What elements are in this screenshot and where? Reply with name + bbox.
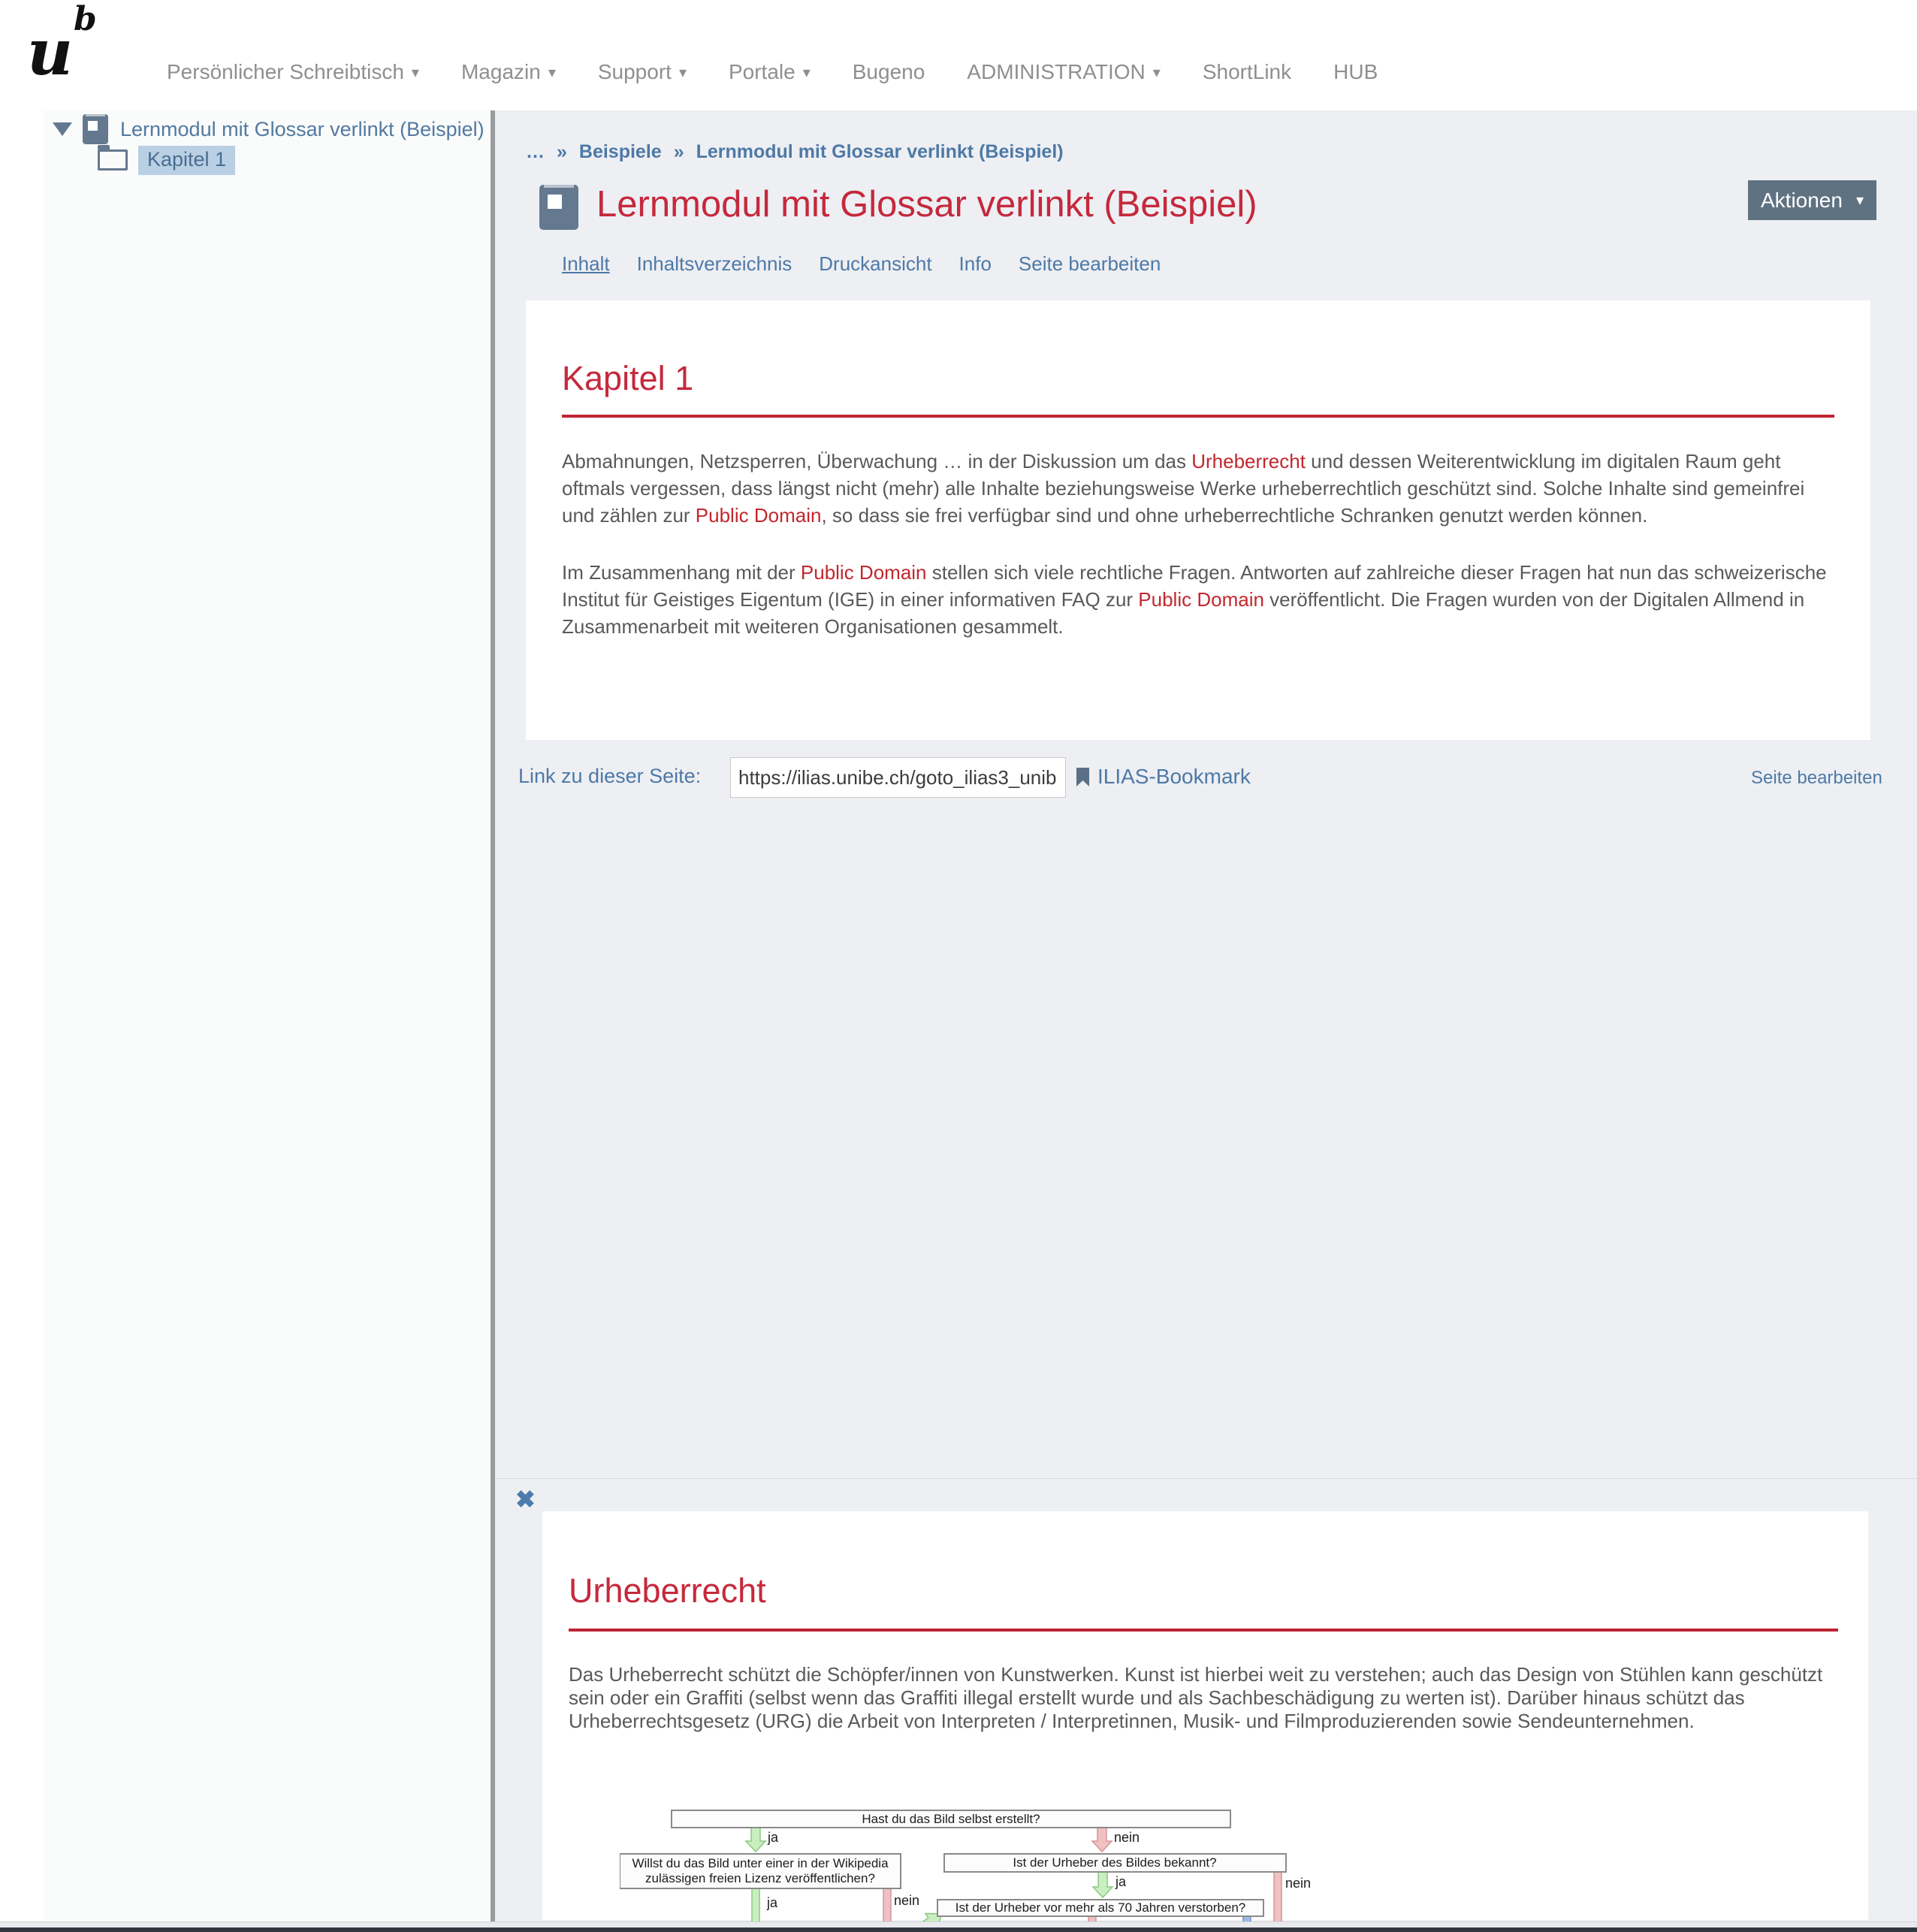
tree-item-kapitel-1[interactable] (98, 144, 235, 176)
unibe-logo[interactable] (27, 0, 132, 89)
bottom-light-band (0, 1921, 1917, 1927)
permalink-input[interactable] (730, 757, 1066, 798)
breadcrumb-item-current[interactable]: Lernmodul mit Glossar verlinkt (Beispiel) (696, 141, 1064, 162)
triangle-collapse-icon[interactable] (53, 122, 72, 136)
actions-button[interactable]: Aktionen ▾ (1748, 180, 1876, 220)
edit-page-link[interactable]: Seite bearbeiten (1751, 768, 1882, 788)
paragraph-2 (562, 559, 1834, 640)
tab-inhaltsverzeichnis[interactable]: Inhaltsverzeichnis (636, 252, 792, 275)
svg-text:Hast du das Bild selbst erstel: Hast du das Bild selbst erstellt? (862, 1812, 1040, 1826)
flow-line-yes (752, 1888, 759, 1921)
top-nav (167, 57, 1378, 87)
svg-text:Ist der Urheber des Bildes bek: Ist der Urheber des Bildes bekannt? (1013, 1855, 1217, 1870)
tree-sidebar (44, 110, 491, 1920)
bookmark-icon (1076, 767, 1090, 787)
permalink-label: Link zu dieser Seite: (518, 765, 702, 787)
svg-text:nein: nein (894, 1893, 920, 1908)
svg-text:nein: nein (1285, 1876, 1312, 1891)
nav-item-administration[interactable]: ADMINISTRATION ▾ (967, 60, 1161, 83)
logo-u: u (27, 15, 74, 89)
nav-item-hub[interactable]: HUB (1333, 60, 1378, 83)
text-run: Abmahnungen, Netzsperren, Überwachung … in der Diskussion um das (562, 450, 1192, 472)
nav-item-magazin[interactable]: Magazin ▾ (460, 60, 556, 83)
logo-b: b (74, 0, 97, 38)
paragraph-1 (562, 448, 1834, 529)
learning-module-icon (83, 114, 108, 144)
page-title: Lernmodul mit Glossar verlinkt (Beispiel) (596, 184, 1257, 225)
tab-seite-bearbeiten[interactable]: Seite bearbeiten (1018, 252, 1161, 275)
chevron-down-icon: ▾ (411, 64, 419, 81)
bottom-dark-bar (0, 1927, 1917, 1932)
text-run: stellen sich viele rechtliche Fragen. Antworten auf zahlreiche dieser Fragen hat nun das schweizerische Institut für Geistiges Eigentum (IGE) in einer informativen FAQ zur (562, 561, 1827, 611)
flow-arrow-yes (1093, 1872, 1112, 1897)
content-card (526, 300, 1870, 740)
tab-info[interactable]: Info (958, 252, 992, 275)
tab-druckansicht[interactable]: Druckansicht (819, 252, 932, 275)
glossary-term-link[interactable]: Public Domain (1138, 588, 1264, 611)
tree-item-label[interactable]: Lernmodul mit Glossar verlinkt (Beispiel) (120, 117, 485, 140)
text-run: , so dass sie frei verfügbar sind und ohne urheberrechtliche Schranken genutzt werden können. (821, 504, 1648, 527)
header (0, 0, 1917, 110)
flow-arrow-no (1092, 1828, 1112, 1852)
chevron-down-icon: ▾ (678, 64, 687, 81)
text-run: veröffentlicht. Die Fragen wurden von der Digitalen Allmend in Zusammenarbeit mit weiteren Organisationen gesammelt. (562, 588, 1805, 638)
glossary-term-link[interactable]: Public Domain (800, 561, 927, 584)
chevron-down-icon: ▾ (802, 64, 811, 81)
svg-text:ja: ja (768, 1830, 779, 1845)
nav-item-shortlink[interactable]: ShortLink (1202, 60, 1292, 83)
nav-item-support[interactable]: Support ▾ (597, 60, 687, 83)
text-run: und dessen Weiterentwicklung im digitalen Raum geht oftmals vergessen, dass längst nicht (mehr) alle Inhalte beziehungsweise Werke urheberrechtlich geschützt sind. Solche Inhalte sind gemeinfrei und zählen zur (562, 450, 1805, 527)
breadcrumb (526, 141, 1064, 163)
svg-text:zulässigen freien Lizenz veröf: zulässigen freien Lizenz veröffentlichen? (645, 1871, 875, 1885)
flowchart-image (620, 1807, 1342, 1921)
folder-icon (98, 149, 128, 171)
flow-line-no (1274, 1872, 1282, 1921)
glossary-heading: Urheberrecht (569, 1571, 1838, 1632)
flowchart-svg (620, 1807, 1342, 1921)
close-icon[interactable]: ✖ (515, 1486, 536, 1513)
text-run: Im Zusammenhang mit der (562, 561, 801, 584)
ilias-bookmark-link[interactable]: ILIAS-Bookmark (1076, 765, 1251, 789)
nav-item-bugeno[interactable]: Bugeno (852, 60, 925, 83)
learning-module-icon-large (539, 185, 578, 230)
breadcrumb-separator: » (673, 141, 684, 162)
nav-item-persoenlicher-schreibtisch[interactable]: Persönlicher Schreibtisch ▾ (167, 60, 419, 83)
svg-text:Willst du das Bild unter einer: Willst du das Bild unter einer in der Wikipedia (632, 1856, 889, 1870)
flow-arrow-yes (746, 1828, 765, 1852)
flow-line-no (883, 1888, 891, 1921)
svg-text:nein: nein (1114, 1830, 1140, 1845)
chevron-down-icon: ▾ (1152, 64, 1161, 81)
tab-bar (562, 252, 1161, 276)
chevron-down-icon: ▾ (1855, 192, 1864, 209)
chapter-heading: Kapitel 1 (562, 359, 1834, 418)
breadcrumb-ellipsis[interactable]: … (526, 141, 545, 162)
tab-inhalt[interactable]: Inhalt (562, 252, 610, 275)
breadcrumb-separator: » (557, 141, 567, 162)
glossary-text: Das Urheberrecht schützt die Schöpfer/innen von Kunstwerken. Kunst ist hierbei weit zu verstehen; auch das Design von Stühlen kann geschützt sein oder ein Graffiti (selbst wenn das Graffiti illegal erstellt wurde und als Sachbeschädigung zu werten ist). Darüber hinaus schützt das Urheberrechtsgesetz (URG) die Arbeit von Interpreten / Interpretinnen, Musik- und Filmproduzierenden sowie Sendeunternehmen. (569, 1663, 1823, 1732)
svg-text:Ist der Urheber vor mehr als 7: Ist der Urheber vor mehr als 70 Jahren verstorben? (955, 1900, 1246, 1915)
tree-item-learning-module[interactable] (53, 113, 485, 146)
chevron-down-icon: ▾ (548, 64, 556, 81)
glossary-term-link[interactable]: Urheberrecht (1191, 450, 1306, 472)
glossary-term-link[interactable]: Public Domain (695, 504, 822, 527)
breadcrumb-item-beispiele[interactable]: Beispiele (578, 141, 662, 162)
svg-text:ja: ja (767, 1895, 778, 1910)
nav-item-portale[interactable]: Portale ▾ (728, 60, 811, 83)
tree-item-label-selected[interactable]: Kapitel 1 (138, 146, 235, 175)
svg-text:ja: ja (1115, 1874, 1127, 1889)
